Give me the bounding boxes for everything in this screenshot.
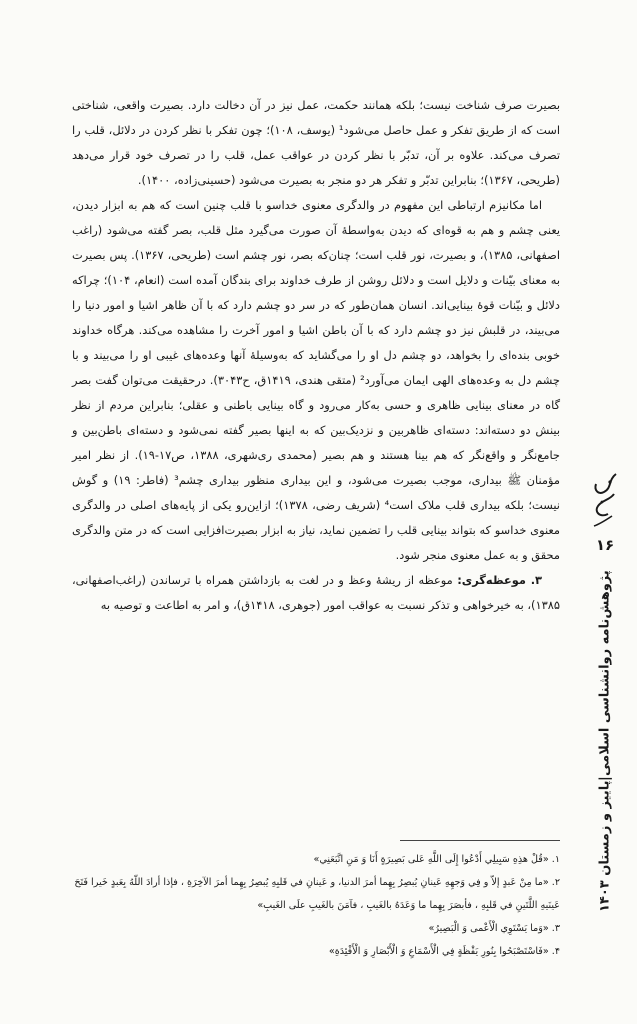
issue-label: پاییز و زمستان ۱۴۰۳ xyxy=(597,780,613,913)
footnote-1: ۱. «قُلْ هذِهِ سَبِيلِي أَدْعُوا إِلَى اللَّهِ عَلى بَصِيرَةٍ أَنَا وَ مَنِ اتَّبَعَنِي» xyxy=(313,854,560,865)
paragraph-3 xyxy=(72,568,560,618)
footnote-4: ۴. «فَاسْتَصْبَحُوا بِنُورِ يَقْظَةٍ فِي الْأَسْمَاعِ وَ الْأَبْصَارِ وَ الْأَفْئِدَةِ» xyxy=(328,946,560,957)
page-number: ۱۶ xyxy=(595,536,615,554)
footnote-divider xyxy=(400,840,560,841)
journal-title: پژوهش‌نامه روانشناسی اسلامی xyxy=(597,570,613,776)
footnote-3: ۳. «وَما يَسْتَوِي الْأَعْمى وَ الْبَصِيرُ» xyxy=(428,923,560,934)
footnotes xyxy=(72,848,560,963)
paragraph-3-text: موعظه از ریشهٔ وعظ و در لغت به بازداشتن همراه با ترساندن (راغب‌اصفهانی، ۱۳۸۵)، به خیرخواهی و تذکر نسبت به عواقب امور (جوهری، ۱۴۱۸ق)، و امر به اطاعت و توصیه به xyxy=(72,573,560,612)
journal-logo-icon xyxy=(588,470,622,530)
running-head xyxy=(583,570,627,950)
main-text-column xyxy=(72,93,560,618)
paragraph-2: اما مکانیزم ارتباطی این مفهوم در والدگری معنوی خداسو با قلب چنین است که هم به ابزار دیدن، یعنی چشم و هم به قوه‌ای که دیدن به‌واسطهٔ آن صورت می‌گیرد مثل قلب، بصر گفته می‌شود (راغب اصفهانی، ۱۳۸۵)، و بصیرت، نور قلب است؛ چنان‌که بصر، نور چشم است (طریحی، ۱۳۶۷). پس بصیرت به معنای بیّنات و دلایل است و دلائل روشن از طرف خداوند برای بندگان آمده است (انعام، ۱۰۴)؛ چراکه دلائل و بیّنات قوهٔ بینایی‌اند. انسان همان‌طور که در سر دو چشم دارد که با آن ظاهر اشیا و امور دنیا را می‌بیند، در قلبش نیز دو چشم دارد که با آن باطن اشیا و امور آخرت را مشاهده می‌کند. هرگاه خداوند خوبی بنده‌ای را بخواهد، دو چشم دل او را می‌گشاید که به‌وسیلهٔ آنها وعده‌های غیبی او را می‌بیند و با چشم دل به وعده‌های الهی ایمان می‌آورد² (متقی هندی، ۱۴۱۹ق، ح۳۰۴۳). درحقیقت می‌توان گفت بصر گاه در معنای بینایی ظاهری و حسی به‌کار می‌رود و گاه بینایی باطنی و عقلی؛ بنابراین مردم از نظر بینش دو دسته‌اند: دسته‌ای ظاهربین و نزدیک‌بین که به اینها بصیر گفته نمی‌شود و دسته‌ای باطن‌بین و جامع‌نگر و واقع‌نگر که هم بینا هستند و هم بصیر (محمدی ری‌شهری، ۱۳۸۸، ص۱۷-۱۹). از نظر امیر مؤمنان ﷺ بیداری، موجب بصیرت می‌شود، و این بیداری منظور بیداری چشم³ (فاطر: ۱۹) و گوش نیست؛ بلکه بیداری قلب ملاک است⁴ (شریف رضی، ۱۳۷۸)؛ ازاین‌رو یکی از پایه‌های اصلی در والدگری معنوی خداسو که بتواند بینایی قلب را تضمین نماید، نیاز به ابزار بصیرت‌افزایی است که در متن والدگری محقق و به عمل معنوی منجر شود. xyxy=(72,198,560,562)
section-heading-mawizegari: ۳. موعظه‌گری: xyxy=(457,573,542,587)
running-head-separator: | xyxy=(597,775,613,781)
paragraph-1: بصیرت صرف شناخت نیست؛ بلکه همانند حکمت، عمل نیز در آن دخالت دارد. بصیرت واقعی، شناختی است که از طریق تفکر و عمل حاصل می‌شود¹ (یوسف، ۱۰۸)؛ چون تفکر با نظر کردن در دلائل، قلب را تصرف می‌کند. علاوه بر آن، تدبّر با نظر کردن در عواقب عمل، قلب را در تصرف خود قرار می‌دهد (طریحی، ۱۳۶۷)؛ بنابراین تدبّر و تفکر هر دو منجر به بصیرت می‌شود (حسینی‌زاده، ۱۴۰۰). xyxy=(72,98,561,187)
footnote-2: ۲. «ما مِنْ عَبدٍ إلاّ و فِي وَجهِهِ عَينانِ يُبصِرُ بِهِما أمرَ الدنيا، و عَينانِ في قَلبِهِ يُبصِرُ بِهِما أمرَ الآخِرَةِ ، فإذا أرادَ اللّهُ بِعَبدٍ خَيرا فَتَحَ عَينَيهِ اللَّتَينِ في قَلبِهِ ، فأبصَرَ بِهِما ما وَعَدَهُ بالغَيبِ ، فآمَنَ بالغَيبِ علَى الغَيبِ» xyxy=(74,877,560,911)
margin-sidebar xyxy=(580,470,630,950)
